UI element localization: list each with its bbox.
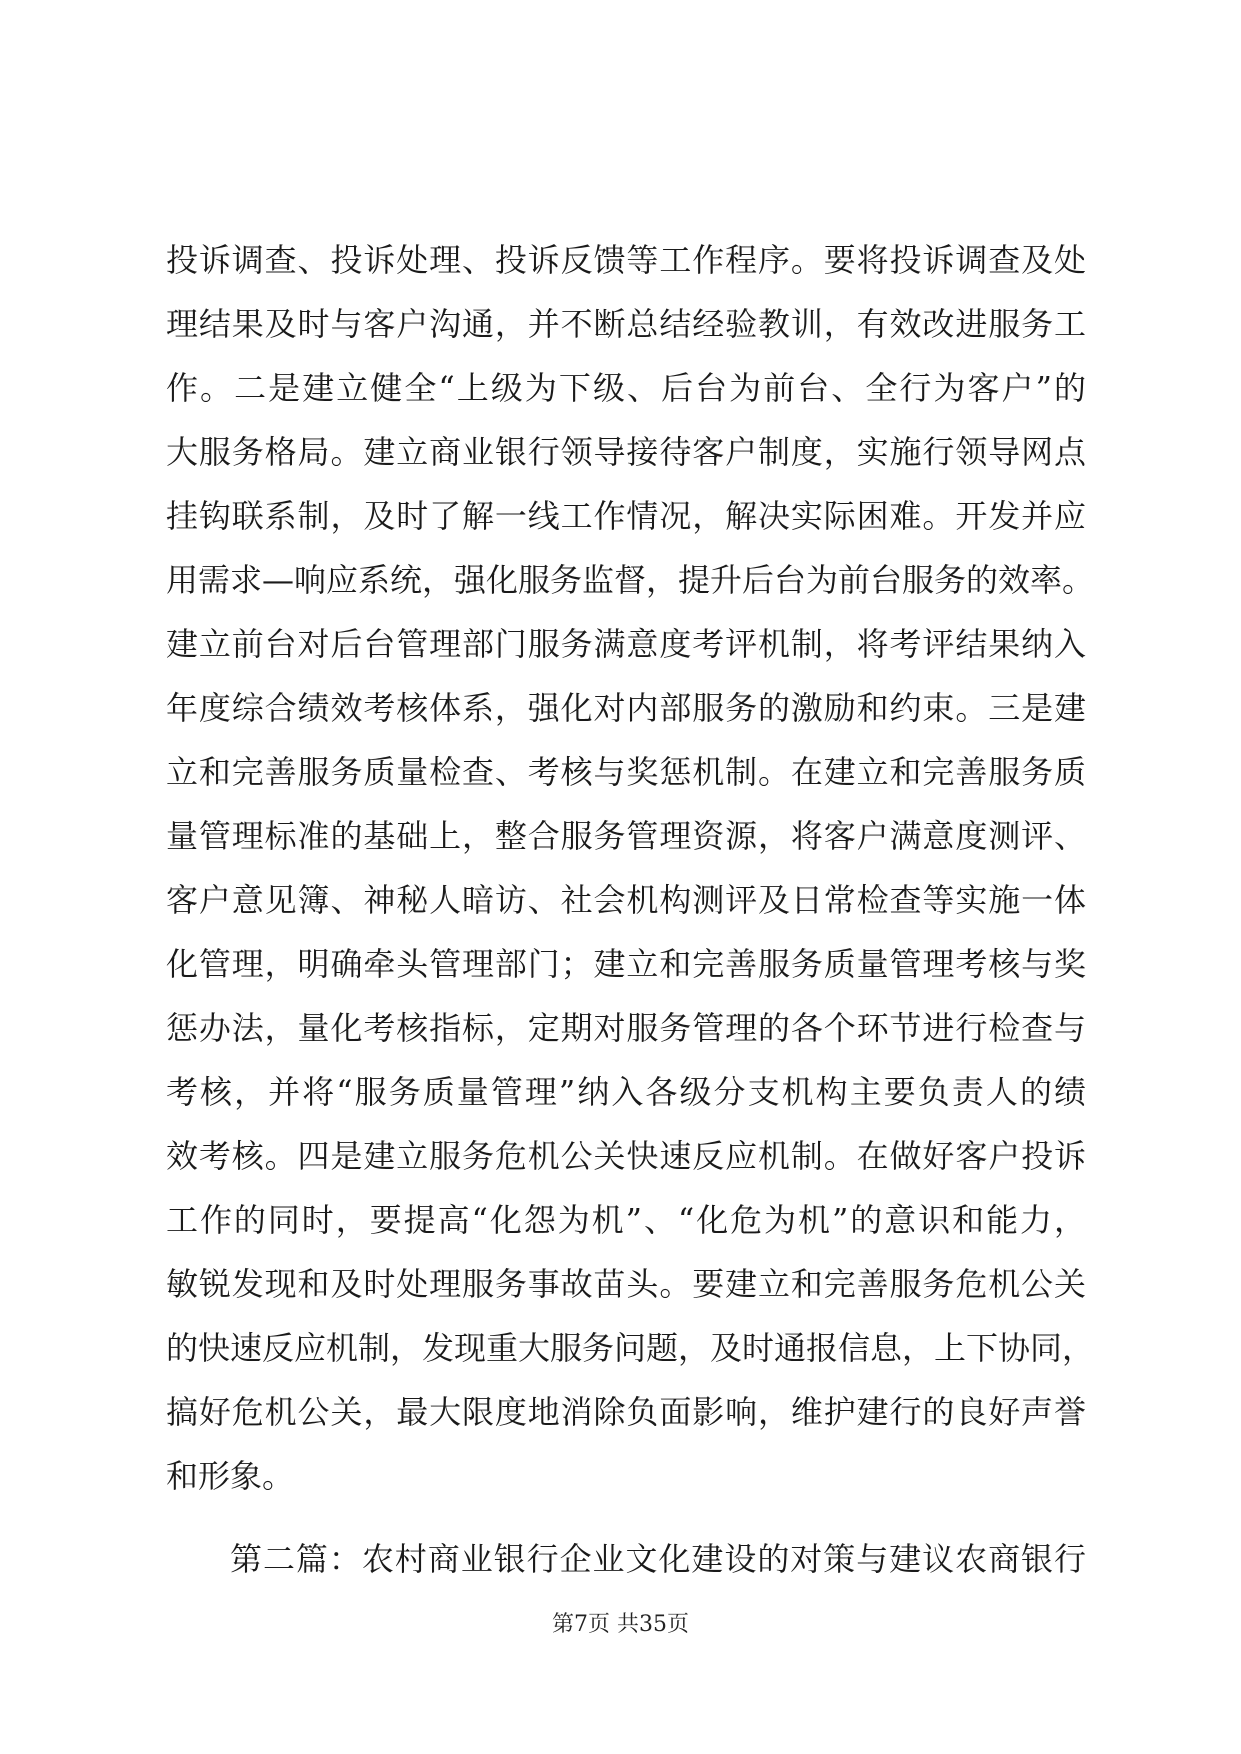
text-line: 化管理，明确牵头管理部门；建立和完善服务质量管理考核与奖	[166, 945, 1086, 983]
text-line: 挂钩联系制，及时了解一线工作情况，解决实际困难。开发并应	[166, 497, 1086, 535]
text-line: 惩办法，量化考核指标，定期对服务管理的各个环节进行检查与	[166, 1009, 1086, 1047]
page-number-footer: 第7页 共35页	[552, 1612, 689, 1637]
text-line: 立和完善服务质量检查、考核与奖惩机制。在建立和完善服务质	[166, 753, 1086, 791]
text-line: 搞好危机公关，最大限度地消除负面影响，维护建行的良好声誉	[166, 1393, 1086, 1431]
text-line: 效考核。四是建立服务危机公关快速反应机制。在做好客户投诉	[166, 1137, 1086, 1175]
text-line: 的快速反应机制，发现重大服务问题，及时通报信息，上下协同，	[166, 1329, 1095, 1367]
text-line: 理结果及时与客户沟通，并不断总结经验教训，有效改进服务工	[166, 305, 1086, 343]
text-line: 作。二是建立健全“上级为下级、后台为前台、全行为客户”的	[166, 369, 1086, 407]
text-line: 工作的同时，要提高“化怨为机”、“化危为机”的意识和能力，	[166, 1201, 1086, 1239]
text-line: 客户意见簿、神秘人暗访、社会机构测评及日常检查等实施一体	[166, 881, 1086, 919]
text-line: 敏锐发现和及时处理服务事故苗头。要建立和完善服务危机公关	[166, 1265, 1086, 1303]
section-heading: 第二篇：农村商业银行企业文化建设的对策与建议农商银行	[230, 1540, 1086, 1578]
text-line: 用需求—响应系统，强化服务监督，提升后台为前台服务的效率。	[166, 561, 1095, 599]
text-line: 投诉调查、投诉处理、投诉反馈等工作程序。要将投诉调查及处	[166, 241, 1086, 279]
body-paragraph	[166, 228, 1095, 1508]
text-line: 建立前台对后台管理部门服务满意度考评机制，将考评结果纳入	[166, 625, 1086, 663]
text-line: 年度综合绩效考核体系，强化对内部服务的激励和约束。三是建	[166, 689, 1086, 727]
text-line: 考核，并将“服务质量管理”纳入各级分支机构主要负责人的绩	[166, 1073, 1086, 1111]
text-line: 大服务格局。建立商业银行领导接待客户制度，实施行领导网点	[166, 433, 1086, 471]
text-line: 量管理标准的基础上，整合服务管理资源，将客户满意度测评、	[166, 817, 1086, 855]
text-line: 和形象。	[166, 1457, 295, 1495]
